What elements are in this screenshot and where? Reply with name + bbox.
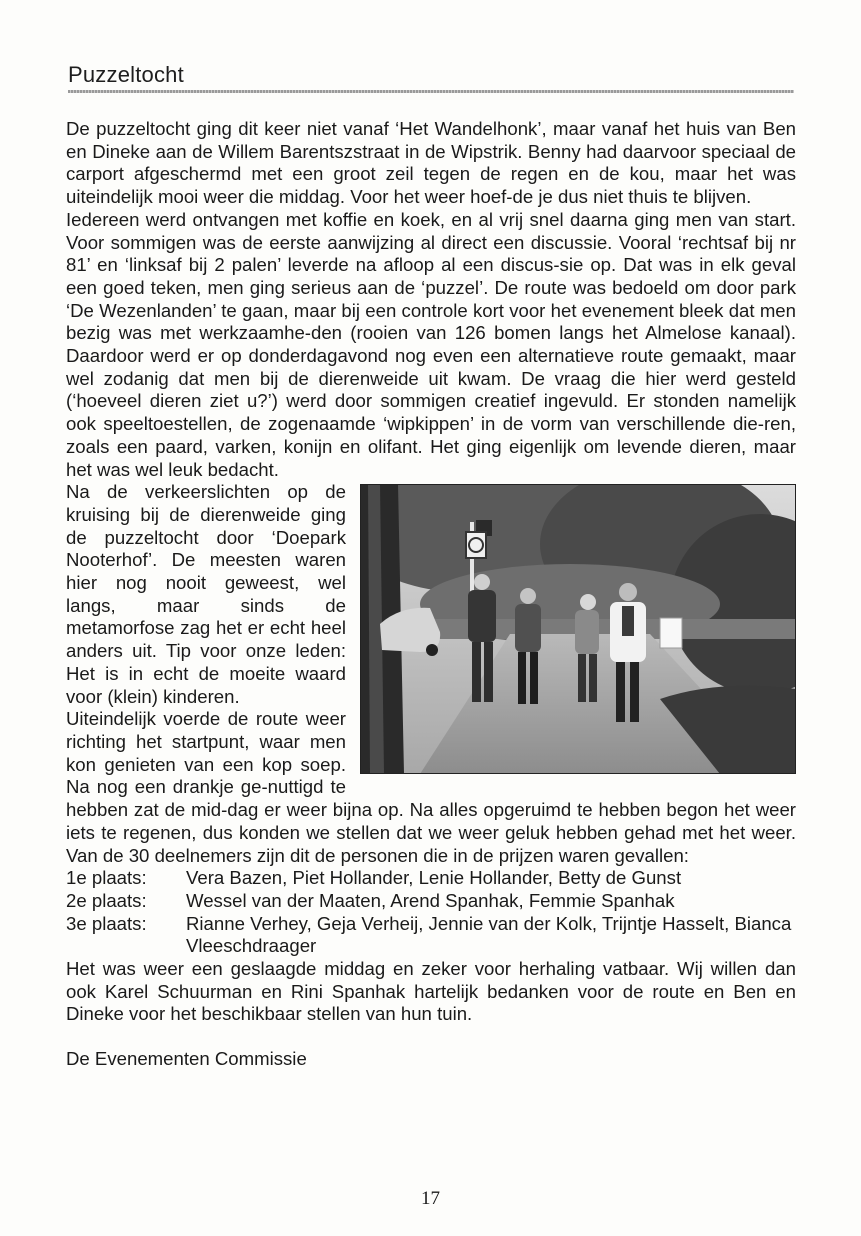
paragraph-return: Uiteindelijk voerde de route weer richting het startpunt, waar men kon genieten van een kop soep. Na nog een drankje ge-nuttigd te hebben zat de mid-dag er weer bijna op. Na alles opgeruimd te hebben begon het weer iets te regenen, dus konden we stellen dat we weer geluk hebben gehad met het weer. Van de 30 deelnemers zijn dit de personen die in de prijzen waren gevallen: — [66, 708, 796, 866]
signature: De Evenementen Commissie — [66, 1048, 307, 1070]
paragraph-route: Iedereen werd ontvangen met koffie en koek, en al vrij snel daarna ging men van start. Voor sommigen was de eerste aanwijzing al direct een discussie. Vooral ‘rechtsaf bij nr 81’ en ‘linksaf bij 2 palen’ leverde na afloop al een discus-sie op. Dat was in elk geval een goed teken, men ging serieus aan de ‘puzzel’. De route was bedoeld om door park ‘De Wezenlanden’ te gaan, maar bij een controle kort voor het evenement bleek dat men bezig was met werkzaamhe-den (rooien van 126 bomen langs het Almelose kanaal). Daardoor werd er op donderdagavond nog even een alternatieve route gemaakt, maar wel zodanig dat men bij de dierenweide uit kwam. De vraag die hier werd gesteld (‘hoeveel dieren ziet u?’) werd door sommigen creatief ingevuld. Er stonden namelijk ook speeltoestellen, de zogenaamde ‘wipkippen’ in de vorm van verschillende die-ren, zoals een paard, varken, konijn en olifant. Het ging eigenlijk om levende dieren, maar het was wel leuk bedacht. — [66, 208, 796, 480]
prize-place: 3e plaats: — [66, 912, 147, 934]
title-underline — [68, 90, 794, 93]
paragraph-intro: De puzzeltocht ging dit keer niet vanaf ‘Het Wandelhonk’, maar vanaf het huis van Ben en Dineke aan de Willem Barentszstraat in de Wipstrik. Benny had daarvoor speciaal de carport afgeschermd met een groot zeil tegen de regen en de kou, maar het was uiteindelijk mooi weer die middag. Voor het weer hoef-de je dus niet thuis te blijven. — [66, 118, 796, 208]
prize-names: Vera Bazen, Piet Hollander, Lenie Hollander, Betty de Gunst — [186, 867, 682, 889]
page-title: Puzzeltocht — [68, 62, 184, 87]
prize-row — [66, 913, 796, 958]
paragraph-thanks: Het was weer een geslaagde middag en zeker voor herhaling vatbaar. Wij willen dan ook Karel Schuurman en Rini Spanhak hartelijk bedanken voor de route en Ben en Dineke voor het beschikbaar stellen van hun tuin. — [66, 958, 796, 1025]
article-body — [66, 118, 796, 1071]
prize-names: Wessel van der Maaten, Arend Spanhak, Femmie Spanhak — [186, 889, 675, 911]
prize-row — [66, 867, 796, 890]
prize-place: 2e plaats: — [66, 889, 147, 911]
prize-list — [66, 867, 796, 958]
park-walkers-photo — [360, 484, 796, 774]
page-number: 17 — [421, 1188, 440, 1209]
paragraph-park: Na de verkeerslichten op de kruising bij de dierenweide ging de puzzeltocht door ‘Doepark Nooterhof’. De meesten waren hier nog nooit geweest, wel langs, maar sinds de metamorfose zag het er echt heel anders uit. Tip voor onze leden: Het is in echt de moeite waard voor (klein) kinderen. — [66, 481, 346, 707]
prize-names: Rianne Verhey, Geja Verheij, Jennie van der Kolk, Trijntje Hasselt, Bianca Vleeschdraager — [186, 912, 792, 957]
prize-row — [66, 890, 796, 913]
prize-place: 1e plaats: — [66, 867, 147, 889]
